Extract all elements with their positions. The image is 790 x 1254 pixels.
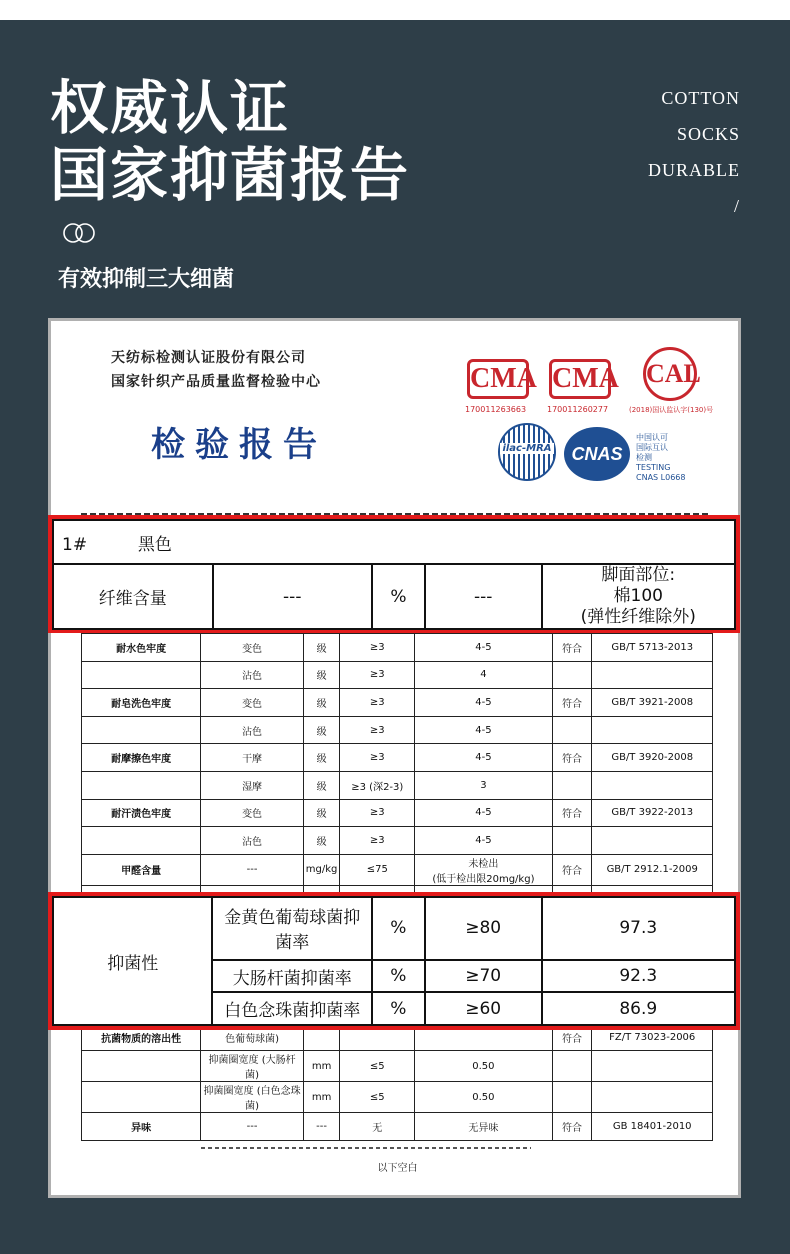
side-word-slash: /: [733, 196, 740, 216]
row-standard: FZ/T 73023-2006: [592, 1023, 713, 1051]
row-name: 耐水色牢度: [82, 634, 201, 662]
row-requirement: ≤75: [340, 854, 415, 885]
row-verdict: 符合: [552, 1023, 592, 1051]
ab-result: 86.9: [542, 992, 735, 1025]
ab-result: 97.3: [542, 897, 735, 960]
report-document: [48, 318, 741, 1198]
row-requirement: ≥3: [340, 716, 415, 744]
highlight-antibacterial-box: [48, 892, 740, 1030]
row-unit: mm: [303, 1051, 340, 1082]
row-verdict: [552, 716, 592, 744]
table-row: [82, 1113, 713, 1141]
table-row: [82, 771, 713, 799]
row-standard: GB/T 3920-2008: [592, 744, 713, 772]
row-unit: 级: [303, 744, 340, 772]
cnas-caption-line: TESTING: [636, 463, 671, 472]
row-item: ---: [201, 854, 303, 885]
table-row: [82, 744, 713, 772]
row-standard: [592, 771, 713, 799]
org-name-line1: 天纺标检测认证股份有限公司: [111, 350, 306, 366]
cnas-caption-line: 中国认可: [636, 433, 668, 442]
row-result: 4-5: [415, 716, 552, 744]
row-item: 变色: [201, 799, 303, 827]
row-verdict: 符合: [552, 634, 592, 662]
row-item: 沾色: [201, 827, 303, 855]
row-result: 0.50: [415, 1082, 552, 1113]
row-standard: GB/T 2912.1-2009: [592, 854, 713, 885]
row-item: 沾色: [201, 716, 303, 744]
row-unit: mm: [303, 1082, 340, 1113]
row-requirement: ≥3: [340, 799, 415, 827]
ab-requirement: ≥80: [425, 897, 542, 960]
cnas-caption: [636, 433, 685, 483]
row-name: [82, 661, 201, 689]
row-name: 耐摩擦色牢度: [82, 744, 201, 772]
table-row: [82, 1082, 713, 1113]
row-standard: [592, 1051, 713, 1082]
row-standard: GB 18401-2010: [592, 1113, 713, 1141]
antibacterial-table: [52, 896, 736, 1026]
row-item: 抑菌圈宽度 (白色念珠菌): [201, 1082, 303, 1113]
ab-unit: %: [372, 960, 425, 993]
row-item: 色葡萄球菌): [201, 1023, 303, 1051]
cma-logo-2: CMA: [549, 359, 611, 399]
cma-number-1: 170011263663: [465, 405, 527, 414]
row-result: 3: [415, 771, 552, 799]
table-row: [82, 634, 713, 662]
row-name: 耐皂洗色牢度: [82, 689, 201, 717]
row-unit: ---: [303, 1113, 340, 1141]
row-unit: 级: [303, 771, 340, 799]
row-unit: 级: [303, 634, 340, 662]
row-result: 4-5: [415, 689, 552, 717]
row-item: 沾色: [201, 661, 303, 689]
table-row: [82, 716, 713, 744]
cal-caption: (2018)国认监认字(130)号: [629, 406, 714, 414]
fiber-label: 纤维含量: [53, 564, 213, 629]
double-ring-icon: [60, 222, 100, 244]
row-standard: [592, 661, 713, 689]
row-verdict: [552, 771, 592, 799]
report-title: 检验报告: [151, 425, 327, 465]
row-verdict: [552, 827, 592, 855]
sample-color: 黑色: [137, 534, 172, 555]
fiber-result-line2: 棉100: [613, 586, 663, 606]
row-requirement: 无: [340, 1113, 415, 1141]
row-verdict: [552, 1051, 592, 1082]
row-name: [82, 716, 201, 744]
ab-item: 金黄色葡萄球菌抑菌率: [212, 897, 371, 960]
row-unit: mg/kg: [303, 854, 340, 885]
row-requirement: ≥3: [340, 827, 415, 855]
row-verdict: 符合: [552, 744, 592, 772]
ab-requirement: ≥70: [425, 960, 542, 993]
ab-item: 白色念珠菌抑菌率: [212, 992, 371, 1025]
cma-number-2: 170011260277: [547, 405, 609, 414]
row-requirement: ≥3: [340, 689, 415, 717]
cnas-caption-line: 检测: [636, 453, 652, 462]
row-unit: 级: [303, 661, 340, 689]
row-standard: [592, 1082, 713, 1113]
side-word-cotton: COTTON: [661, 88, 740, 108]
row-standard: [592, 827, 713, 855]
cnas-caption-line: 国际互认: [636, 443, 668, 452]
table-row: [82, 854, 713, 885]
table-row: [82, 689, 713, 717]
fiber-dash-1: ---: [213, 564, 372, 629]
end-note: 以下空白: [377, 1163, 418, 1174]
ab-result: 92.3: [542, 960, 735, 993]
subtitle: 有效抑制三大细菌: [58, 266, 235, 292]
table-row: [82, 1051, 713, 1082]
fiber-result-line1: 脚面部位:: [601, 565, 676, 585]
table-row: [82, 661, 713, 689]
row-verdict: 符合: [552, 689, 592, 717]
sample-id: 1#: [62, 534, 88, 555]
row-requirement: ≥3 (深2-3): [340, 771, 415, 799]
row-requirement: ≥3: [340, 634, 415, 662]
row-standard: GB/T 3921-2008: [592, 689, 713, 717]
top-white-strip: [0, 0, 790, 20]
row-name: [82, 1082, 201, 1113]
sample-row: [53, 520, 735, 564]
row-item: 变色: [201, 689, 303, 717]
row-item: 抑菌圈宽度 (大肠杆菌): [201, 1051, 303, 1082]
row-item: ---: [201, 1113, 303, 1141]
row-requirement: ≤5: [340, 1051, 415, 1082]
row-result: 未检出 (低于检出限20mg/kg): [415, 854, 552, 885]
cal-logo: CAL: [643, 347, 697, 401]
row-verdict: [552, 661, 592, 689]
row-unit: 级: [303, 799, 340, 827]
row-name: 异味: [82, 1113, 201, 1141]
table-row: [82, 827, 713, 855]
row-result: 0.50: [415, 1051, 552, 1082]
table-row: [82, 799, 713, 827]
antibacterial-label: 抑菌性: [53, 897, 212, 1025]
headline-line2: 国家抑菌报告: [50, 141, 411, 209]
row-standard: GB/T 5713-2013: [592, 634, 713, 662]
row-name: [82, 827, 201, 855]
row-verdict: 符合: [552, 854, 592, 885]
fiber-result: [542, 564, 736, 629]
row-requirement: ≥3: [340, 661, 415, 689]
results-table: [81, 633, 713, 1141]
row-name: [82, 1051, 201, 1082]
row-result: 无异味: [415, 1113, 552, 1141]
row-item: 干摩: [201, 744, 303, 772]
row-result: 4-5: [415, 634, 552, 662]
ab-requirement: ≥60: [425, 992, 542, 1025]
org-name-line2: 国家针织产品质量监督检验中心: [111, 374, 321, 390]
cnas-logo: CNAS: [564, 427, 630, 481]
ab-item: 大肠杆菌抑菌率: [212, 960, 371, 993]
row-name: 耐汗渍色牢度: [82, 799, 201, 827]
row-standard: GB/T 3922-2013: [592, 799, 713, 827]
row-unit: 级: [303, 689, 340, 717]
row-verdict: 符合: [552, 799, 592, 827]
fiber-unit: %: [372, 564, 425, 629]
side-word-durable: DURABLE: [648, 160, 740, 180]
fiber-dash-2: ---: [425, 564, 542, 629]
row-verdict: 符合: [552, 1113, 592, 1141]
side-word-socks: SOCKS: [676, 124, 740, 144]
row-unit: 级: [303, 827, 340, 855]
row-result: 4: [415, 661, 552, 689]
highlight-fiber-box: [48, 515, 740, 633]
row-unit: 级: [303, 716, 340, 744]
fiber-result-line3: (弹性纤维除外): [580, 607, 696, 627]
ab-unit: %: [372, 992, 425, 1025]
headline-line1: 权威认证: [50, 74, 291, 142]
row-verdict: [552, 1082, 592, 1113]
row-name: [82, 771, 201, 799]
row-result: 4-5: [415, 799, 552, 827]
ab-unit: %: [372, 897, 425, 960]
row-item: 湿摩: [201, 771, 303, 799]
row-name: 甲醛含量: [82, 854, 201, 885]
row-item: 变色: [201, 634, 303, 662]
row-result: 4-5: [415, 744, 552, 772]
cnas-caption-line: CNAS L0668: [636, 473, 686, 482]
ilac-mra-text: ilac-MRA: [500, 443, 554, 454]
cma-logo-1: CMA: [467, 359, 529, 399]
row-result: 4-5: [415, 827, 552, 855]
row-requirement: ≤5: [340, 1082, 415, 1113]
row-name: 抗菌物质的溶出性: [82, 1023, 201, 1051]
end-line: [201, 1147, 531, 1149]
row-standard: [592, 716, 713, 744]
fiber-table: [52, 519, 736, 630]
row-requirement: ≥3: [340, 744, 415, 772]
